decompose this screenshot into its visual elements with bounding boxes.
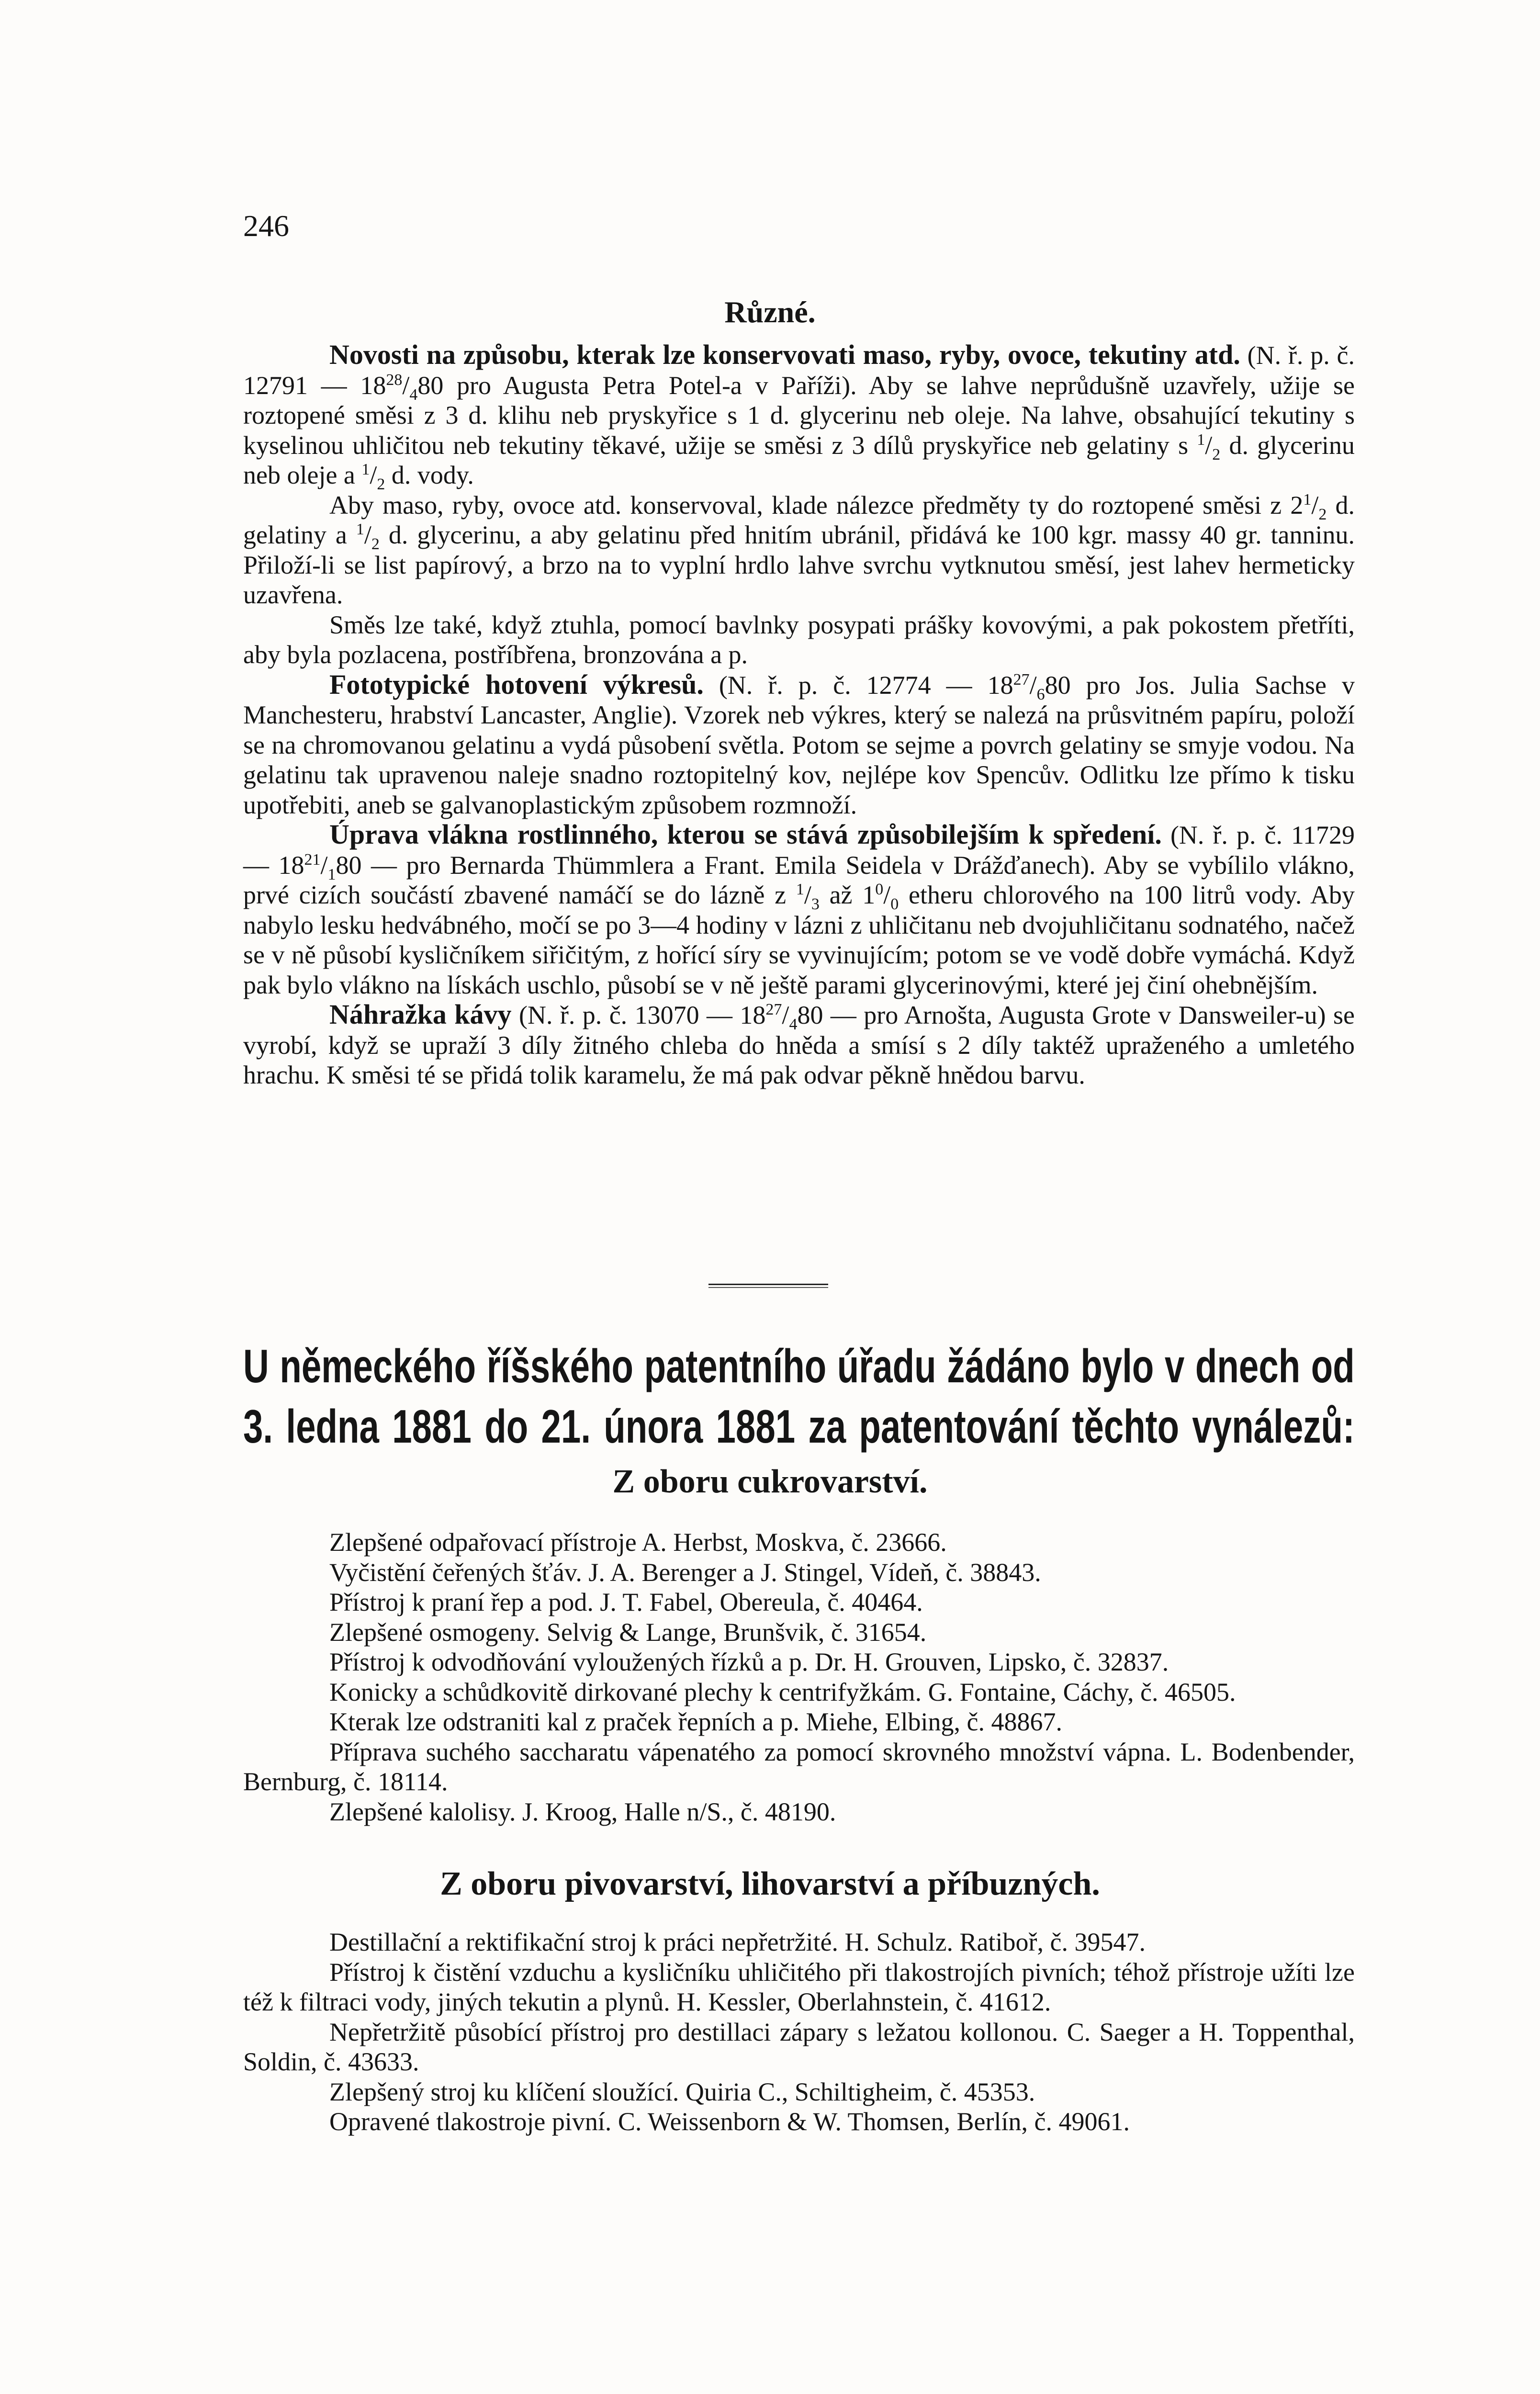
list-item: Příprava suchého saccharatu vápenatého za pomocí skrovného množství vápna. L. Bodenbender, Bernburg, č. 18114. xyxy=(243,1737,1355,1796)
paragraph-title: Úprava vlákna rostlinného, kterou se stává způsobilejším k spředení. xyxy=(329,819,1162,850)
brewing-patent-list xyxy=(243,1927,1355,2137)
patent-ref: (N. ř. p. č. 12791 — $18^{28}/_480$ pro Augusta Petra Potel-a v Paříži). xyxy=(243,341,1355,404)
list-item: Přístroj k odvodňování vyloužených řízků a p. Dr. H. Grouven, Lipsko, č. 32837. xyxy=(329,1648,1169,1676)
list-item: Zlepšené odpařovací přístroje A. Herbst, Moskva, č. 23666. xyxy=(329,1528,947,1557)
paragraph-preservation: Novosti na způsobu, kterak lze konservovati maso, ryby, ovoce, tekutiny atd. (N. ř. p. č. 12791 — $18^{28}/_480$ pro Augusta Petra Potel-a v Paříži). Aby se lahve neprůdušně uzavřely, užije se roztopené směsi z 3 d. klihu neb pryskyřice s 1 d. glycerinu neb oleje. Na lahve, obsahující tekutiny s kyselinou uhličitou neb tekutiny těkavé, užije se směsi z 3 dílů pryskyřice neb gelatiny s $^1/_2$ d. glycerinu neb oleje a $^1/_2$ d. vody. xyxy=(243,339,1355,493)
paragraph-title: Fototypické hotovení výkresů. xyxy=(329,668,704,700)
brewing-heading: Z oboru pivovarství, lihovarství a příbuzných. xyxy=(440,1865,1100,1902)
list-item: Přístroj k čistění vzduchu a kysličníku uhličitého při tlakostrojích pivních; téhož přístroje užíti lze též k filtraci vody, jiných tekutin a plynů. H. Kessler, Oberlahnstein, č. 41612. xyxy=(243,1957,1355,2016)
section-title: Různé. xyxy=(724,295,816,329)
patent-ref: (N. ř. p. č. 11729 — $18^{21}/_180$ — pro Bernarda Thümmlera a Frant. Emila Seidela v Drážďanech). xyxy=(243,821,1355,883)
list-item: Zlepšený stroj ku klíčení sloužící. Quiria C., Schiltigheim, č. 45353. xyxy=(329,2077,1035,2106)
list-item: Vyčistění čeřených šťáv. J. A. Berenger a J. Stingel, Vídeň, č. 38843. xyxy=(329,1558,1041,1587)
list-item: Zlepšené kalolisy. J. Kroog, Halle n/S., č. 48190. xyxy=(329,1797,836,1826)
list-item: Destillační a rektifikační stroj k práci nepřetržité. H. Schulz. Ratiboř, č. 39547. xyxy=(329,1928,1146,1956)
list-item: Kterak lze odstraniti kal z praček řepních a p. Miehe, Elbing, č. 48867. xyxy=(329,1707,1062,1736)
section-divider xyxy=(708,1284,828,1288)
announcement-heading: U německého říšského patentního úřadu žádáno bylo v dnech od 3. ledna 1881 do 21. února 1881 za patentování těchto vynálezů: xyxy=(243,1340,1355,1453)
patent-ref: (N. ř. p. č. 13070 — $18^{27}/_480$ — pro Arnošta, Augusta Grote v Dansweiler-u) xyxy=(518,1001,1326,1033)
article-body xyxy=(243,340,1355,1090)
patent-ref: (N. ř. p. č. 12774 — $18^{27}/_680$ pro Jos. Julia Sachse v Manchesteru, hrabství Lancaster, Anglie). xyxy=(243,670,1355,729)
paragraph-coating: Směs lze také, když ztuhla, pomocí bavlnky posypati prášky kovovými, a pak pokostem přetříti, aby byla pozlacena, postříbřena, bronzována a p. xyxy=(243,610,1355,669)
paragraph-coffee: Náhražka kávy (N. ř. p. č. 13070 — $18^{27}/_480$ — pro Arnošta, Augusta Grote v Dansweiler-u) se vyrobí, když se upraží 3 díly žitného chleba do hněda a smísí s 2 díly taktéž upraženého a umletého hrachu. K směsi té se přidá tolik karamelu, že má pak odvar pěkně hnědou barvu. xyxy=(243,999,1355,1089)
list-item: Nepřetržitě působící přístroj pro destillaci zápary s ležatou kollonou. C. Saeger a H. Toppenthal, Soldin, č. 43633. xyxy=(243,2017,1355,2076)
paragraph-phototype: Fototypické hotovení výkresů. (N. ř. p. č. 12774 — $18^{27}/_680$ pro Jos. Julia Sachse v Manchesteru, hrabství Lancaster, Anglie). Vzorek neb výkres, který se nalezá na průsvitném papíru, položí se na chromovanou gelatinu a vydá působení světla. Potom se sejme a povrch gelatiny se smyje vodou. Na gelatinu tak upravenou naleje snadno roztopitelný kov, nejlépe kov Spencův. Odlitku lze přímo k tisku upotřebiti, aneb se galvanoplastickým způsobem rozmnoží. xyxy=(243,668,1355,819)
list-item: Přístroj k praní řep a pod. J. T. Fabel, Obereula, č. 40464. xyxy=(329,1588,923,1616)
paragraph-title: Novosti na způsobu, kterak lze konservovati maso, ryby, ovoce, tekutiny atd. xyxy=(329,339,1240,370)
paragraph-title: Náhražka kávy xyxy=(329,999,512,1030)
list-item: Opravené tlakostroje pivní. C. Weissenborn & W. Thomsen, Berlín, č. 49061. xyxy=(329,2107,1130,2136)
list-item: Konicky a schůdkovitě dirkované plechy k centrifyžkám. G. Fontaine, Cáchy, č. 46505. xyxy=(329,1677,1236,1706)
sugar-patent-list xyxy=(243,1527,1355,1827)
paragraph-fibre: Úprava vlákna rostlinného, kterou se stává způsobilejším k spředení. (N. ř. p. č. 11729 — $18^{21}/_180$ — pro Bernarda Thümmlera a Frant. Emila Seidela v Drážďanech). Aby se vybílilo vlákno, prvé cizích součástí zbavené namáčí se do lázně z $^1/_3$ až $1^0/_0$ etheru chlorového na 100 litrů vody. Aby nabylo lesku hedvábného, močí se po 3—4 hodiny v lázni z uhličitanu neb dvojuhličitanu sodnatého, načež se v ně působí kysličníkem siřičitým, z hořící síry se vyvinujícím; potom se ve vodě dobře vymáchá. Když pak bylo vlákno na lískách uschlo, působí se v ně ještě parami glycerinovými, které jej činí ohebnějším. xyxy=(243,819,1355,999)
sugar-heading: Z oboru cukrovarství. xyxy=(612,1463,928,1500)
paragraph-meat: Aby maso, ryby, ovoce atd. konservoval, klade nálezce předměty ty do roztopené směsi z $2^1/_2$ d. gelatiny a $^1/_2$ d. glycerinu, a aby gelatinu před hnitím ubránil, přidává ke 100 kgr. massy 40 gr. tanninu. Přiloží-li se list papírový, a brzo na to vyplní hrdlo lahve svrchu vytknutou směsí, jest lahev hermeticky uzavřena. xyxy=(243,490,1355,609)
list-item: Zlepšené osmogeny. Selvig & Lange, Brunšvik, č. 31654. xyxy=(329,1617,927,1647)
page-number: 246 xyxy=(243,209,289,243)
